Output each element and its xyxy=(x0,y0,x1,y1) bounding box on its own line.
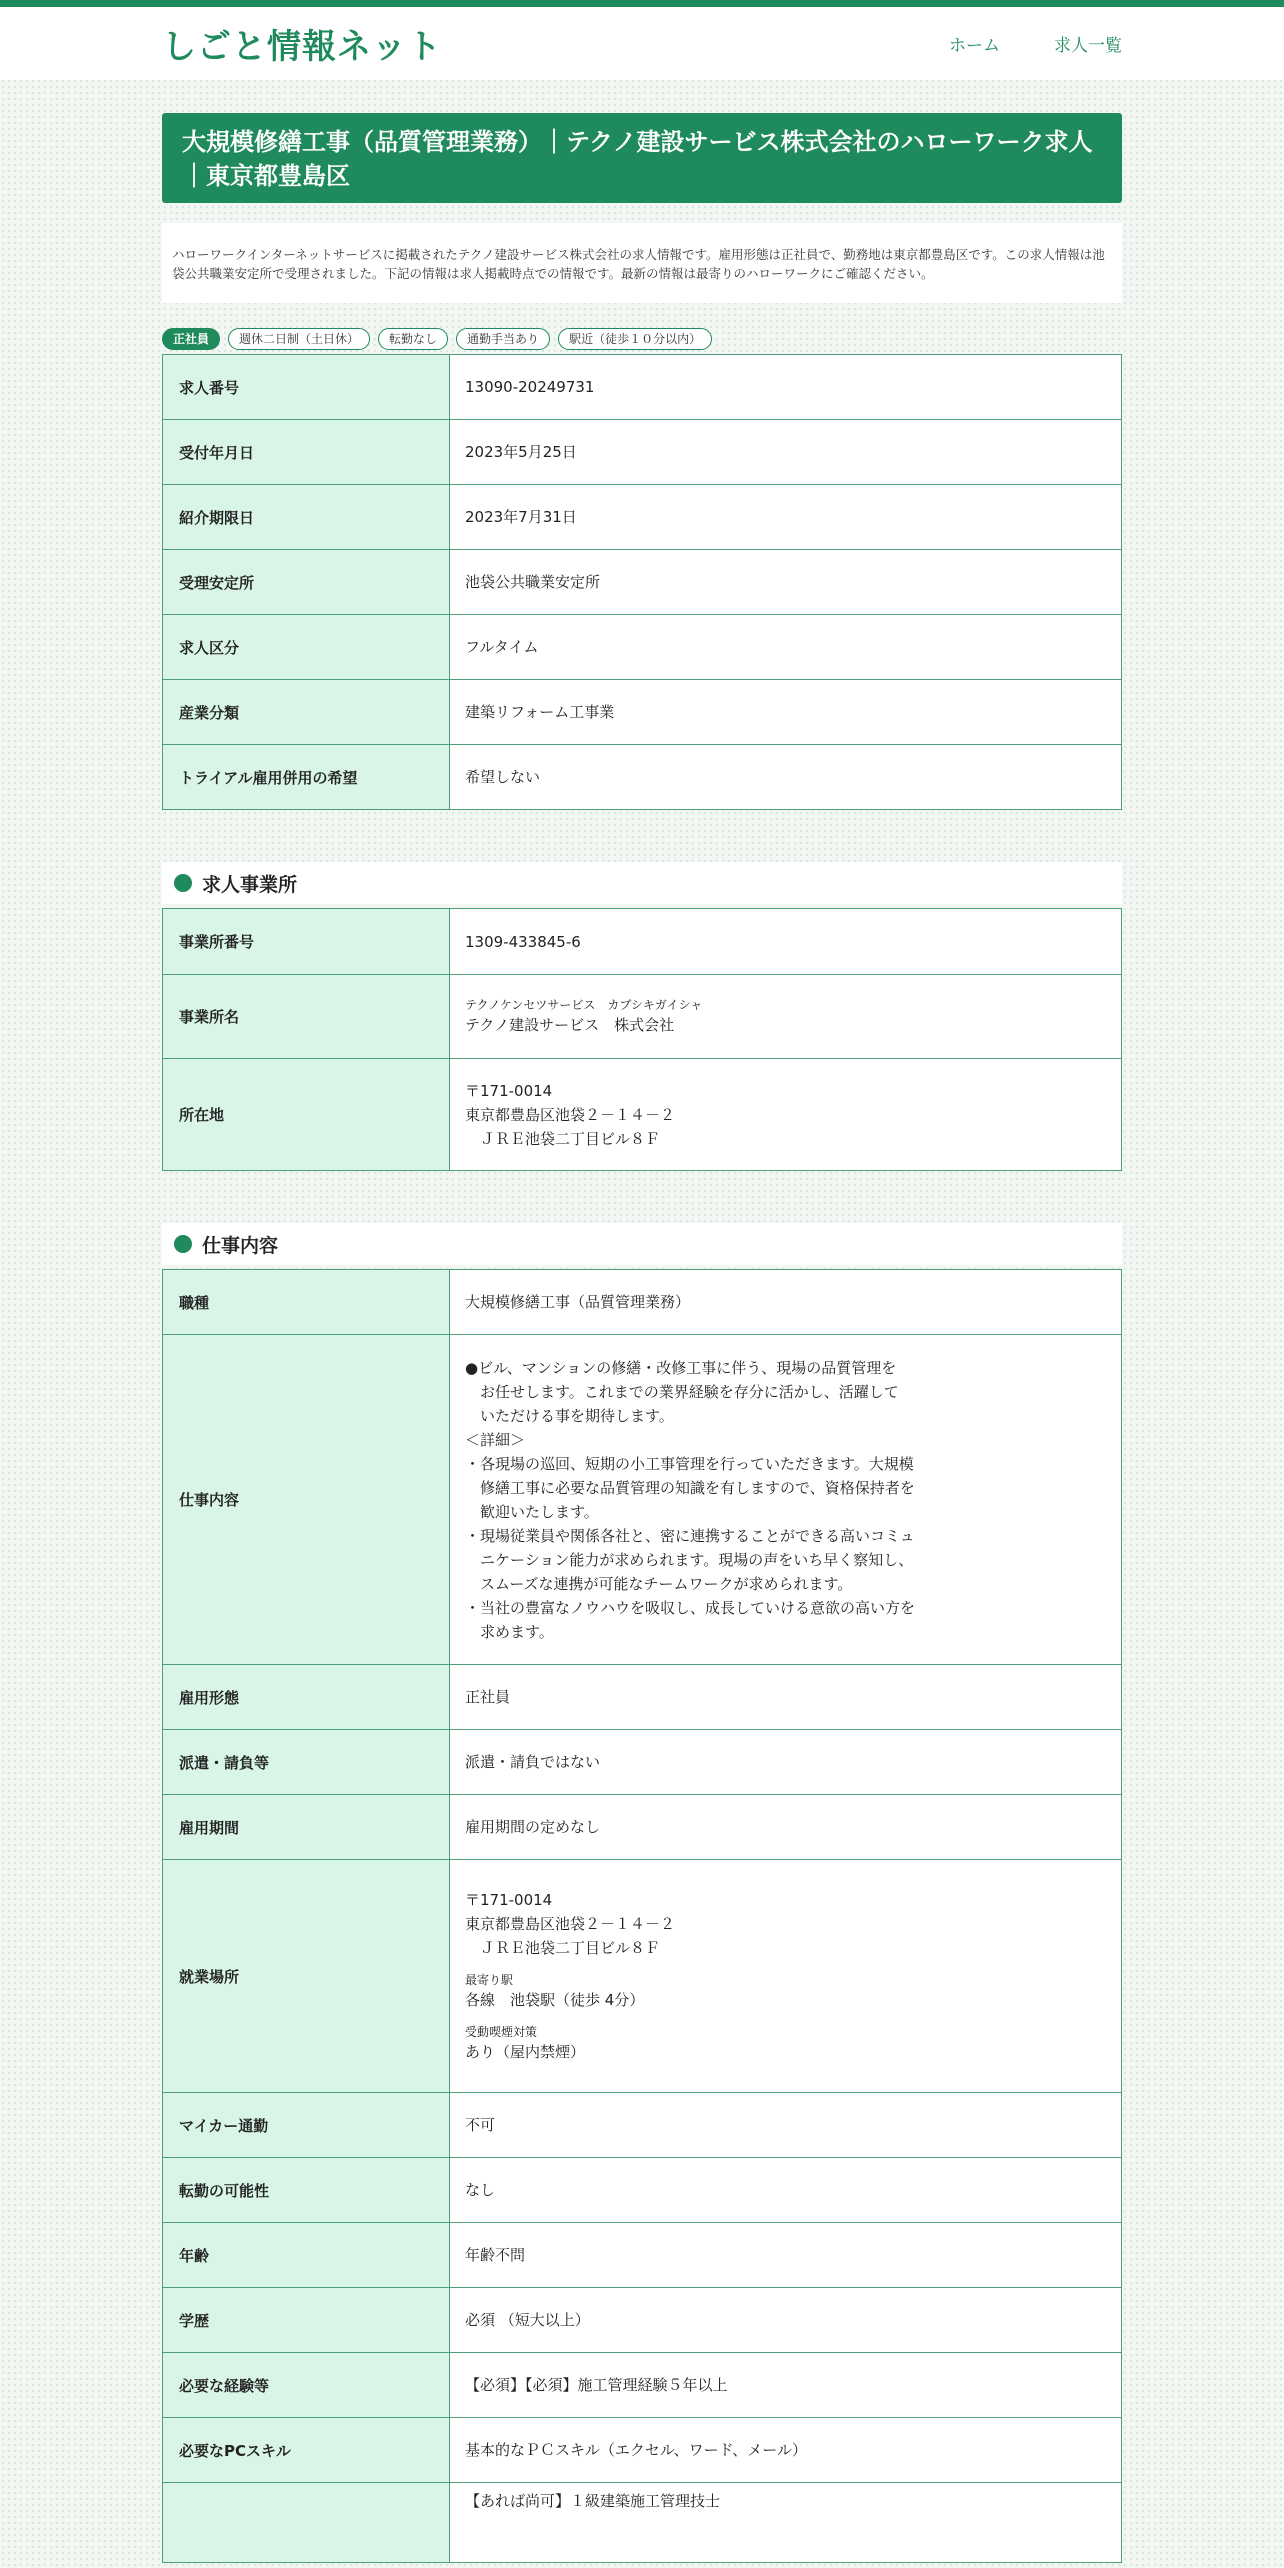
table-row xyxy=(163,1730,1122,1795)
intro-text: ハローワークインターネットサービスに掲載されたテクノ建設サービス株式会社の求人情報です。雇用形態は正社員で、勤務地は東京都豊島区です。この求人情報は池袋公共職業安定所で受理されました。下記の情報は求人掲載時点での情報です。最新の情報は最寄りのハローワークにご確認ください。 xyxy=(162,223,1122,303)
row-value: 建築リフォーム工事業 xyxy=(450,680,1122,745)
title-banner xyxy=(162,113,1122,203)
license-value: 【あれば尚可】１級建築施工管理技士 xyxy=(450,2483,1122,2563)
row-value: 2023年7月31日 xyxy=(450,485,1122,550)
page-title: 大規模修繕工事（品質管理業務）｜テクノ建設サービス株式会社のハローワーク求人｜東京都豊島区 xyxy=(182,128,1093,190)
row-label: 所在地 xyxy=(163,1059,450,1171)
row-value: 必須 （短大以上） xyxy=(450,2288,1122,2353)
table-row xyxy=(163,2483,1122,2563)
site-logo[interactable]: しごと情報ネット xyxy=(162,27,442,67)
nav-home-link[interactable]: ホーム xyxy=(949,36,1000,56)
row-label: 雇用形態 xyxy=(163,1665,450,1730)
table-row xyxy=(163,2158,1122,2223)
row-value: 大規模修繕工事（品質管理業務） xyxy=(450,1270,1122,1335)
table-row xyxy=(163,1665,1122,1730)
table-row xyxy=(163,2093,1122,2158)
table-row xyxy=(163,2288,1122,2353)
table-row xyxy=(163,1860,1122,2093)
row-label: トライアル雇用併用の希望 xyxy=(163,745,450,810)
tag-list xyxy=(162,328,1122,350)
table-row xyxy=(163,550,1122,615)
row-value: 正社員 xyxy=(450,1665,1122,1730)
office-address: 〒171-0014 東京都豊島区池袋２－１４－２ ＪＲＥ池袋二丁目ビル８Ｆ xyxy=(450,1059,1122,1171)
tag-badge: 通勤手当あり xyxy=(456,328,550,350)
table-row xyxy=(163,2353,1122,2418)
office-number: 1309-433845-6 xyxy=(450,909,1122,975)
office-name-kana: テクノケンセツサービス カブシキガイシャ xyxy=(465,997,703,1012)
row-label: マイカー通勤 xyxy=(163,2093,450,2158)
table-row xyxy=(163,1335,1122,1665)
workplace-address: 〒171-0014 東京都豊島区池袋２－１４－２ ＪＲＥ池袋二丁目ビル８Ｆ xyxy=(465,1891,676,1957)
main-content xyxy=(162,80,1122,2563)
tag-badge: 正社員 xyxy=(162,328,220,350)
office-info-table xyxy=(162,908,1122,1171)
table-row xyxy=(163,745,1122,810)
row-label: 求人番号 xyxy=(163,355,450,420)
row-value: フルタイム xyxy=(450,615,1122,680)
row-label: 転勤の可能性 xyxy=(163,2158,450,2223)
station-value: 各線 池袋駅（徒歩 4分） xyxy=(465,1991,645,2009)
section-title: 求人事業所 xyxy=(202,873,298,896)
row-label: 求人区分 xyxy=(163,615,450,680)
row-label: 受理安定所 xyxy=(163,550,450,615)
row-value: 希望しない xyxy=(450,745,1122,810)
table-row xyxy=(163,355,1122,420)
section-heading-job xyxy=(162,1223,1122,1265)
row-label: 就業場所 xyxy=(163,1860,450,2093)
job-description: ●ビル、マンションの修繕・改修工事に伴う、現場の品質管理を お任せします。これまでの業界経験を存分に活かし、活躍して いただける事を期待します。 ＜詳細＞ ・各現場の巡回、短期の小工事管理を行っていただきます。大規模 修繕工事に必要な品質管理の知識を有しますので、資格保持者を 歓迎いたします。 ・現場従業員や関係各社と、密に連携することができる高いコミュ ニケーション能力が求められます。現場の声をいち早く察知し、 スムーズな連携が可能なチームワークが求められます。 ・当社の豊富なノウハウを吸収し、成長していける意欲の高い方を 求めます。 xyxy=(450,1335,1122,1665)
row-label xyxy=(163,2483,450,2563)
row-label: 学歴 xyxy=(163,2288,450,2353)
job-info-table xyxy=(162,1269,1122,2563)
section-heading-office xyxy=(162,862,1122,904)
row-label: 必要な経験等 xyxy=(163,2353,450,2418)
table-row xyxy=(163,909,1122,975)
row-label: 雇用期間 xyxy=(163,1795,450,1860)
table-row xyxy=(163,975,1122,1059)
row-value: 年齢不問 xyxy=(450,2223,1122,2288)
section-title: 仕事内容 xyxy=(202,1234,279,1257)
table-row xyxy=(163,2223,1122,2288)
row-label: 産業分類 xyxy=(163,680,450,745)
row-value: なし xyxy=(450,2158,1122,2223)
workplace-cell xyxy=(450,1860,1122,2093)
table-row xyxy=(163,2418,1122,2483)
table-row xyxy=(163,420,1122,485)
row-value: 基本的なＰＣスキル（エクセル、ワード、メール） xyxy=(450,2418,1122,2483)
row-value: 池袋公共職業安定所 xyxy=(450,550,1122,615)
smoking-label: 受動喫煙対策 xyxy=(465,2025,538,2039)
row-label: 仕事内容 xyxy=(163,1335,450,1665)
office-name-cell xyxy=(450,975,1122,1059)
table-row xyxy=(163,680,1122,745)
top-accent-bar xyxy=(0,0,1284,7)
row-label: 派遣・請負等 xyxy=(163,1730,450,1795)
row-label: 必要なPCスキル xyxy=(163,2418,450,2483)
table-row xyxy=(163,1795,1122,1860)
bullet-dot-icon xyxy=(174,1235,192,1253)
office-name: テクノ建設サービス 株式会社 xyxy=(465,1015,675,1034)
row-value: 【必須】【必須】施工管理経験５年以上 xyxy=(450,2353,1122,2418)
smoking-block xyxy=(465,2024,1106,2064)
row-value: 派遣・請負ではない xyxy=(450,1730,1122,1795)
row-label: 受付年月日 xyxy=(163,420,450,485)
table-row xyxy=(163,615,1122,680)
site-header xyxy=(0,7,1284,80)
main-nav xyxy=(949,31,1122,56)
table-row xyxy=(163,485,1122,550)
smoking-value: あり（屋内禁煙） xyxy=(465,2043,586,2061)
tag-badge: 転勤なし xyxy=(378,328,448,350)
tag-badge: 駅近（徒歩１０分以内） xyxy=(558,328,712,350)
row-label: 事業所名 xyxy=(163,975,450,1059)
row-label: 年齢 xyxy=(163,2223,450,2288)
row-value: 13090-20249731 xyxy=(450,355,1122,420)
row-label: 事業所番号 xyxy=(163,909,450,975)
basic-info-table xyxy=(162,354,1122,810)
station-block xyxy=(465,1972,1106,2012)
nav-jobs-link[interactable]: 求人一覧 xyxy=(1054,36,1122,56)
table-row xyxy=(163,1059,1122,1171)
row-label: 職種 xyxy=(163,1270,450,1335)
row-value: 不可 xyxy=(450,2093,1122,2158)
table-row xyxy=(163,1270,1122,1335)
bullet-dot-icon xyxy=(174,874,192,892)
row-label: 紹介期限日 xyxy=(163,485,450,550)
station-label: 最寄り駅 xyxy=(465,1973,514,1987)
tag-badge: 週休二日制（土日休） xyxy=(228,328,370,350)
row-value: 2023年5月25日 xyxy=(450,420,1122,485)
row-value: 雇用期間の定めなし xyxy=(450,1795,1122,1860)
